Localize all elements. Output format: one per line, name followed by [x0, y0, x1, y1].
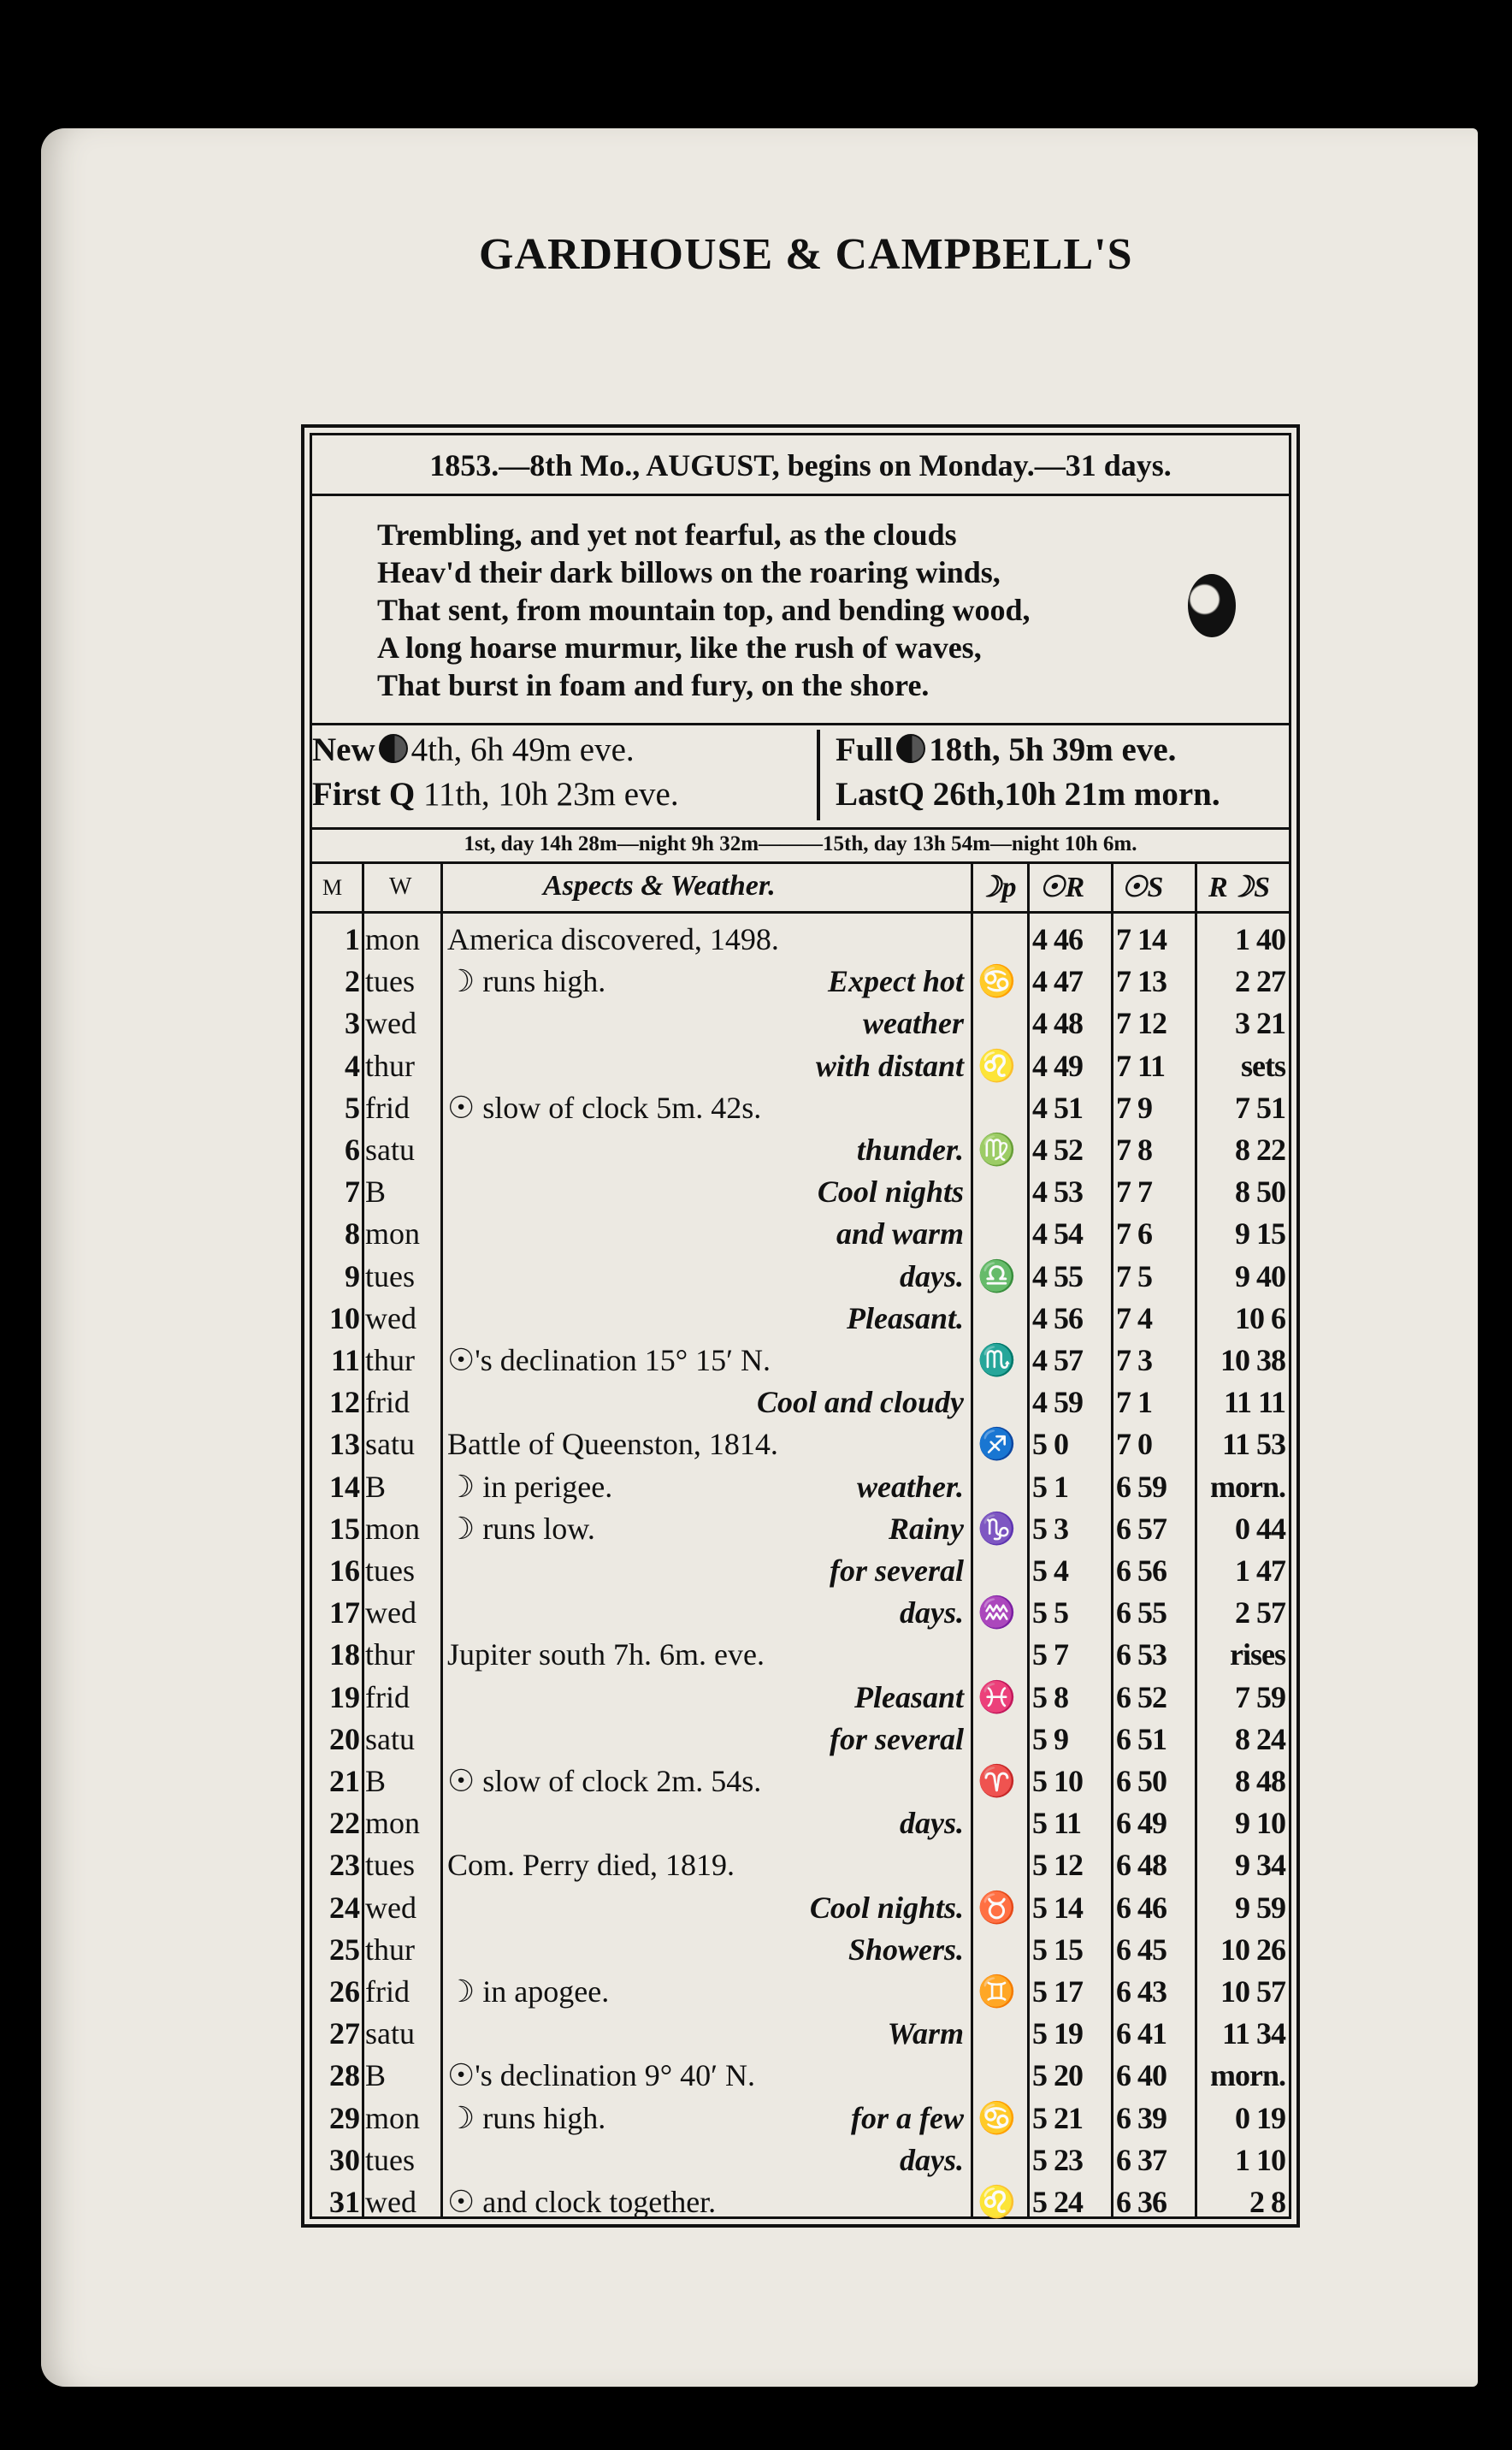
weather-text: Cool and cloudy [756, 1385, 964, 1420]
aspect-text: ☉ slow of clock 5m. 42s. [447, 1090, 762, 1125]
day-number: 8 [345, 1216, 360, 1252]
moon-rise-set: 8 24 [1235, 1721, 1285, 1756]
weather-text: Showers. [848, 1932, 964, 1967]
weather-text: Cool nights [817, 1175, 964, 1210]
day-number: 26 [329, 1974, 360, 2009]
sun-set: 7 14 [1116, 922, 1166, 956]
zodiac-sign: ♌ [977, 1048, 1016, 1083]
weather-text: for a few [851, 2100, 964, 2135]
table-row [312, 1048, 1289, 1090]
day-number: 2 [345, 964, 360, 999]
sun-rise: 5 14 [1032, 1890, 1083, 1925]
sun-rise: 5 5 [1032, 1595, 1068, 1630]
sun-rise: 5 3 [1032, 1511, 1068, 1546]
last-quarter-value: 26th,10h 21m morn. [932, 776, 1220, 813]
new-moon-label: New [312, 731, 375, 768]
day-number: 29 [329, 2100, 360, 2135]
sun-set: 6 40 [1116, 2058, 1166, 2093]
table-row [312, 963, 1289, 1005]
poem-line: That sent, from mountain top, and bending wood, [377, 593, 1031, 627]
sun-rise: 4 56 [1032, 1300, 1083, 1335]
table-row [312, 2100, 1289, 2142]
sun-rise: 5 24 [1032, 2185, 1083, 2219]
sun-rise: 4 47 [1032, 964, 1083, 999]
sun-rise: 5 8 [1032, 1679, 1068, 1714]
weather-text: days. [900, 1806, 964, 1841]
header-rule [312, 911, 1289, 914]
sun-set: 7 6 [1116, 1216, 1152, 1252]
day-number: 13 [329, 1427, 360, 1462]
sun-rise: 4 59 [1032, 1385, 1083, 1420]
sun-rise: 5 9 [1032, 1721, 1068, 1756]
sun-rise: 4 51 [1032, 1090, 1083, 1125]
moon-rise-set: 9 34 [1235, 1848, 1285, 1883]
sun-set: 7 8 [1116, 1133, 1152, 1167]
weekday: frid [365, 1385, 410, 1420]
moon-rise-set: 7 51 [1235, 1090, 1285, 1125]
weekday: tues [365, 964, 415, 999]
sun-rise: 4 53 [1032, 1175, 1083, 1210]
sun-set: 6 56 [1116, 1553, 1166, 1588]
poem-line: Trembling, and yet not fearful, as the clouds [377, 518, 957, 552]
sun-set: 7 7 [1116, 1175, 1152, 1210]
day-number: 30 [329, 2142, 360, 2177]
weekday: wed [365, 1595, 416, 1630]
table-row [312, 1258, 1289, 1300]
moon-rise-set: 8 22 [1235, 1133, 1285, 1167]
moon-rise-set: 0 19 [1235, 2100, 1285, 2135]
moon-rise-set: 11 11 [1223, 1385, 1285, 1420]
sun-set: 6 45 [1116, 1932, 1166, 1967]
moon-rise-set: sets [1241, 1048, 1285, 1083]
weather-text: Warm [887, 2016, 964, 2051]
sun-rise: 4 54 [1032, 1216, 1083, 1252]
sun-set: 7 4 [1116, 1300, 1152, 1335]
zodiac-sign: ♋ [977, 964, 1016, 999]
sun-rise: 5 0 [1032, 1427, 1068, 1462]
table-row [312, 1932, 1289, 1974]
sun-set: 6 51 [1116, 1721, 1166, 1756]
aspect-text: ☽ in apogee. [447, 1974, 610, 2009]
weekday: wed [365, 1006, 416, 1041]
weather-text: days. [900, 2142, 964, 2177]
day-number: 10 [329, 1300, 360, 1335]
day-number: 11 [330, 1343, 360, 1377]
moon-rise-set: 2 27 [1235, 964, 1285, 999]
table-header [312, 863, 1289, 909]
weekday: B [365, 2058, 387, 2093]
sun-rise: 5 10 [1032, 1764, 1083, 1798]
weekday: mon [365, 922, 421, 956]
moon-rise-set: 9 59 [1235, 1890, 1285, 1925]
sun-set: 6 57 [1116, 1511, 1166, 1546]
table-row [312, 2057, 1289, 2099]
header-month-day: M [322, 875, 343, 900]
moon-rise-set: 10 38 [1220, 1343, 1285, 1377]
weather-text: weather [862, 1006, 964, 1041]
sun-set: 6 41 [1116, 2016, 1166, 2051]
moon-rise-set: 2 57 [1235, 1595, 1285, 1630]
sun-rise: 5 1 [1032, 1469, 1068, 1504]
sun-set: 6 55 [1116, 1595, 1166, 1630]
sun-set: 7 11 [1116, 1048, 1166, 1083]
table-row [312, 1679, 1289, 1721]
sun-rise: 4 57 [1032, 1343, 1083, 1377]
day-number: 20 [329, 1721, 360, 1756]
moon-rise-set: 7 59 [1235, 1679, 1285, 1714]
zodiac-sign: ♎ [977, 1258, 1016, 1293]
sun-rise: 5 23 [1032, 2142, 1083, 2177]
sun-set: 7 3 [1116, 1343, 1152, 1377]
zodiac-sign: ♋ [977, 2100, 1016, 2135]
day-number: 28 [329, 2058, 360, 2093]
day-number: 21 [329, 1764, 360, 1798]
sun-set: 6 36 [1116, 2185, 1166, 2219]
weather-text: days. [900, 1258, 964, 1293]
moon-rise-set: 11 53 [1221, 1427, 1285, 1462]
zodiac-sign: ♏ [977, 1343, 1016, 1377]
moon-rise-set: morn. [1210, 2058, 1285, 2093]
sun-set: 6 59 [1116, 1469, 1166, 1504]
table-row [312, 1595, 1289, 1636]
table-row [312, 1005, 1289, 1047]
zodiac-sign: ♉ [977, 1890, 1016, 1925]
day-number: 27 [329, 2016, 360, 2051]
table-row [312, 1132, 1289, 1174]
moon-rise-set: rises [1230, 1637, 1285, 1672]
sun-set: 6 37 [1116, 2142, 1166, 2177]
aspect-text: Battle of Queenston, 1814. [447, 1427, 778, 1462]
weekday: satu [365, 1427, 415, 1462]
new-moon-value: 4th, 6h 49m eve. [410, 731, 635, 768]
sun-rise: 5 21 [1032, 2100, 1083, 2135]
aspect-text: ☽ runs high. [447, 2100, 606, 2135]
table-row [312, 1974, 1289, 2015]
aspect-text: Jupiter south 7h. 6m. eve. [447, 1637, 765, 1672]
moon-rise-set: 2 8 [1249, 2185, 1285, 2219]
day-number: 9 [345, 1258, 360, 1293]
table-row [312, 1174, 1289, 1216]
sun-set: 7 9 [1116, 1090, 1152, 1125]
zodiac-sign: ♐ [977, 1427, 1016, 1462]
weather-text: for several [830, 1553, 964, 1588]
moon-rise-set: 9 10 [1235, 1806, 1285, 1841]
weather-text: Rainy [888, 1511, 964, 1546]
day-number: 17 [329, 1595, 360, 1630]
moon-rise-set: 3 21 [1235, 1006, 1285, 1041]
weekday: tues [365, 1553, 415, 1588]
weekday: satu [365, 2016, 415, 2051]
header-moon-place: ☽p [976, 872, 1017, 903]
sun-rise: 5 7 [1032, 1637, 1068, 1672]
header-aspects: Aspects & Weather. [543, 870, 776, 902]
table-row [312, 1721, 1289, 1763]
weather-text: Cool nights. [809, 1890, 964, 1925]
moon-rise-set: 10 6 [1235, 1300, 1285, 1335]
sun-set: 7 0 [1116, 1427, 1152, 1462]
title-rule [312, 494, 1289, 496]
day-number: 23 [329, 1848, 360, 1883]
sun-set: 6 46 [1116, 1890, 1166, 1925]
day-number: 4 [345, 1048, 360, 1083]
sun-set: 7 13 [1116, 964, 1166, 999]
weekday: tues [365, 1258, 415, 1293]
moon-rise-set: 0 44 [1235, 1511, 1285, 1546]
full-moon-label: Full [836, 731, 894, 768]
phase-divider [817, 730, 820, 820]
day-number: 5 [345, 1090, 360, 1125]
table-row [312, 1511, 1289, 1553]
first-quarter-value: 11th, 10h 23m eve. [422, 776, 679, 813]
moon-rise-set: 10 57 [1220, 1974, 1285, 2009]
table-row [312, 1090, 1289, 1132]
weekday: B [365, 1175, 387, 1210]
month-title: 1853.—8th Mo., AUGUST, begins on Monday.—31 days. [429, 448, 1172, 482]
sun-set: 6 48 [1116, 1848, 1166, 1883]
weather-text: and warm [836, 1216, 964, 1252]
weather-text: Pleasant [853, 1679, 964, 1714]
day-number: 24 [329, 1890, 360, 1925]
running-head: GARDHOUSE & CAMPBELL'S [479, 230, 1133, 279]
poem-line: A long hoarse murmur, like the rush of waves, [377, 630, 982, 665]
sun-set: 6 43 [1116, 1974, 1166, 2009]
sun-rise: 5 4 [1032, 1553, 1068, 1588]
phases-rule [312, 827, 1289, 830]
header-sun-rises: ☉R [1039, 872, 1085, 903]
sun-set: 7 5 [1116, 1258, 1152, 1293]
table-row [312, 1342, 1289, 1384]
table-row [312, 1890, 1289, 1932]
weekday: mon [365, 1216, 421, 1252]
day-number: 6 [345, 1133, 360, 1167]
sun-set: 7 1 [1116, 1385, 1152, 1420]
day-number: 18 [329, 1637, 360, 1672]
weather-text: weather. [856, 1469, 964, 1504]
day-number: 22 [329, 1806, 360, 1841]
zodiac-sign: ♒ [977, 1595, 1016, 1630]
new-moon-icon [379, 734, 408, 763]
phases-right [836, 728, 1220, 817]
aspect-text: ☉'s declination 15° 15′ N. [447, 1343, 771, 1377]
day-number: 7 [345, 1175, 360, 1210]
sun-set: 7 12 [1116, 1006, 1166, 1041]
day-number: 31 [329, 2185, 360, 2219]
day-number: 1 [345, 922, 360, 956]
weather-text: days. [900, 1595, 964, 1630]
sun-rise: 5 15 [1032, 1932, 1083, 1967]
moon-rise-set: 1 10 [1235, 2142, 1285, 2177]
sun-set: 6 49 [1116, 1806, 1166, 1841]
weekday: B [365, 1469, 387, 1504]
day-number: 14 [329, 1469, 360, 1504]
zodiac-sign: ♌ [977, 2185, 1016, 2219]
calendar-inner-frame [310, 433, 1291, 2219]
zodiac-sign: ♍ [977, 1133, 1016, 1167]
weekday: wed [365, 1890, 416, 1925]
weekday: frid [365, 1090, 410, 1125]
aspect-text: ☽ runs low. [447, 1511, 595, 1546]
sun-rise: 4 49 [1032, 1048, 1083, 1083]
moon-rise-set: 9 15 [1235, 1216, 1285, 1252]
header-weekday: W [389, 873, 412, 900]
aspect-text: ☉ and clock together. [447, 2185, 717, 2219]
moon-rise-set: 8 50 [1235, 1175, 1285, 1210]
zodiac-sign: ♓ [977, 1679, 1016, 1714]
table-row [312, 1216, 1289, 1258]
first-quarter-label: First Q [312, 776, 416, 813]
aspect-text: ☽ runs high. [447, 964, 606, 999]
table-row [312, 2015, 1289, 2057]
zodiac-sign: ♑ [977, 1511, 1016, 1546]
weather-text: with distant [815, 1048, 964, 1083]
sun-rise: 4 55 [1032, 1258, 1083, 1293]
day-number: 25 [329, 1932, 360, 1967]
weekday: thur [365, 1932, 415, 1967]
sun-set: 6 50 [1116, 1764, 1166, 1798]
weather-text: Pleasant. [846, 1300, 964, 1335]
sun-set: 6 53 [1116, 1637, 1166, 1672]
last-quarter-label: LastQ [836, 776, 925, 813]
sun-rise: 4 46 [1032, 922, 1083, 956]
moon-phases [312, 725, 1289, 826]
weekday: thur [365, 1048, 415, 1083]
table-row [312, 1384, 1289, 1426]
moon-rise-set: 1 47 [1235, 1553, 1285, 1588]
day-number: 12 [329, 1385, 360, 1420]
moon-ornament-icon [1188, 574, 1236, 637]
header-sun-sets: ☉S [1121, 872, 1164, 903]
weekday: mon [365, 1511, 421, 1546]
sun-set: 6 39 [1116, 2100, 1166, 2135]
calendar-frame [301, 424, 1300, 2228]
moon-rise-set: 9 40 [1235, 1258, 1285, 1293]
table-row [312, 1763, 1289, 1805]
poem-line: Heav'd their dark billows on the roaring winds, [377, 555, 1001, 589]
moon-rise-set: 10 26 [1220, 1932, 1285, 1967]
table-row [312, 1636, 1289, 1678]
weekday: mon [365, 2100, 421, 2135]
table-row [312, 1553, 1289, 1595]
sun-rise: 5 20 [1032, 2058, 1083, 2093]
full-moon-value: 18th, 5h 39m eve. [929, 731, 1177, 768]
moon-rise-set: 11 34 [1221, 2016, 1285, 2051]
weekday: satu [365, 1133, 415, 1167]
sun-rise: 5 19 [1032, 2016, 1083, 2051]
weather-text: for several [830, 1721, 964, 1756]
day-number: 19 [329, 1679, 360, 1714]
aspect-text: ☉'s declination 9° 40′ N. [447, 2058, 755, 2093]
aspect-text: ☽ in perigee. [447, 1469, 613, 1504]
table-row [312, 1426, 1289, 1468]
table-row [312, 1469, 1289, 1511]
weather-text: thunder. [856, 1133, 964, 1167]
weekday: frid [365, 1679, 410, 1714]
sun-rise: 4 52 [1032, 1133, 1083, 1167]
full-moon-icon [896, 734, 925, 763]
moon-rise-set: 1 40 [1235, 922, 1285, 956]
weekday: mon [365, 1806, 421, 1841]
table-row [312, 921, 1289, 963]
weekday: wed [365, 1300, 416, 1335]
poem-line: That burst in foam and fury, on the shore. [377, 668, 930, 702]
weekday: frid [365, 1974, 410, 2009]
header-moon-rises-sets: R☽S [1208, 872, 1271, 903]
aspect-text: Com. Perry died, 1819. [447, 1848, 735, 1883]
table-row [312, 1847, 1289, 1889]
weekday: wed [365, 2185, 416, 2219]
weekday: thur [365, 1637, 415, 1672]
table-row [312, 2142, 1289, 2184]
sun-rise: 4 48 [1032, 1006, 1083, 1041]
day-number: 3 [345, 1006, 360, 1041]
aspect-text: America discovered, 1498. [447, 922, 779, 956]
zodiac-sign: ♊ [977, 1974, 1016, 2009]
sun-rise: 5 11 [1032, 1806, 1082, 1841]
weekday: thur [365, 1343, 415, 1377]
weekday: B [365, 1764, 387, 1798]
weekday: satu [365, 1721, 415, 1756]
table-row [312, 1300, 1289, 1342]
zodiac-sign: ♈ [977, 1764, 1016, 1798]
day-number: 15 [329, 1511, 360, 1546]
table-row [312, 1805, 1289, 1847]
sun-rise: 5 12 [1032, 1848, 1083, 1883]
weekday: tues [365, 1848, 415, 1883]
weather-text: Expect hot [828, 964, 964, 999]
sun-rise: 5 17 [1032, 1974, 1083, 2009]
poem [377, 516, 1031, 704]
weekday: tues [365, 2142, 415, 2177]
aspect-text: ☉ slow of clock 2m. 54s. [447, 1764, 762, 1798]
day-number: 16 [329, 1553, 360, 1588]
table-row [312, 2184, 1289, 2226]
phases-left [312, 728, 679, 817]
sun-set: 6 52 [1116, 1679, 1166, 1714]
moon-rise-set: 8 48 [1235, 1764, 1285, 1798]
day-length: 1st, day 14h 28m—night 9h 32m———15th, day 13h 54m—night 10h 6m. [464, 832, 1137, 855]
moon-rise-set: morn. [1210, 1469, 1285, 1504]
